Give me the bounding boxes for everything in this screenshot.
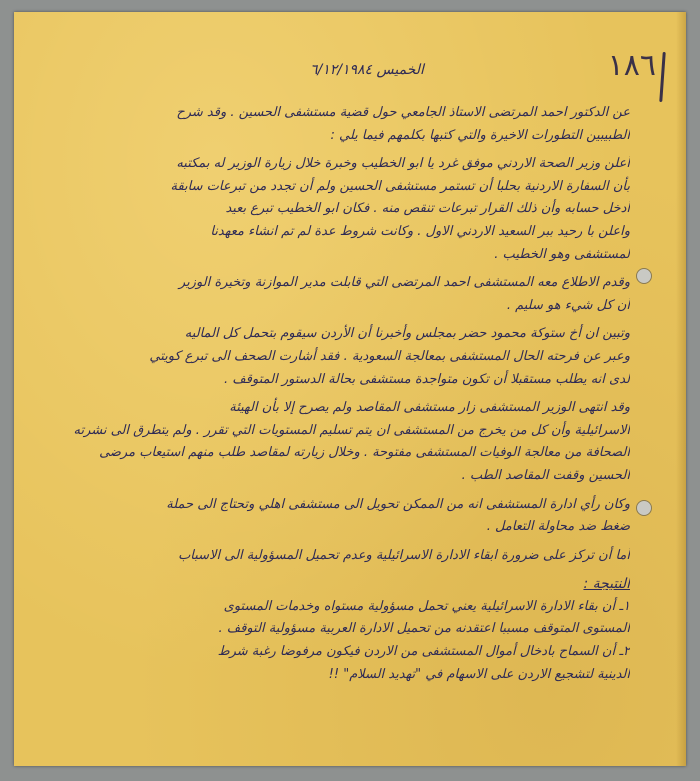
text-line: ضغط ضد محاولة التعامل .	[486, 519, 630, 535]
text-line: وقد انتهى الوزير المستشفى زار مستشفى المقاصد ولم يصرح إلا بأن الهيئة	[229, 400, 630, 416]
punch-hole-top	[636, 268, 652, 284]
text-line: لمستشفى وهو الخطيب .	[494, 246, 630, 262]
text-line: الدينية لتشجيع الاردن على الاسهام في "تهديد السلام" !!	[328, 666, 630, 682]
text-line: لدى انه يطلب مستقبلا أن تكون متواجدة مستشفى بحالة الدستور المتوقف .	[224, 371, 630, 387]
text-line: الطبيبين التطورات الاخيرة والتي كتبها بكلمهم فيما يلي :	[330, 127, 630, 143]
text-line: وتبين ان أخ ستوكة محمود حضر بمجلس وأخبرنا أن الأردن سيقوم بتحمل كل الماليه	[184, 326, 630, 342]
text-line: ١ـ أن بقاء الادارة الاسرائيلية يعني تحمل مسؤولية مستواه وخدمات المستوى	[223, 598, 630, 614]
text-line: الحسين وقفت المقاصد الطب .	[461, 467, 630, 483]
text-line: واعلن با رحيد ببر السعيد الاردني الاول . وكانت شروط عدة لم تم انشاء معهدنا	[210, 223, 630, 239]
text-line: وقدم الاطلاع معه المستشفى احمد المرتضى التي قابلت مدير الموازنة وتخيرة الوزير	[178, 275, 630, 291]
text-line: أما أن تركز على ضرورة ابقاء الادارة الاسرائيلية وعدم تحميل المسؤولية الى الاسباب	[178, 547, 630, 563]
text-line: أدخل حسابه وأن ذلك القرار تبرعات تنقص منه . فكان ابو الخطيب تبرع بعيد	[225, 201, 630, 217]
text-line: وكان رأي ادارة المستشفى انه من الممكن تحويل الى مستشفى اهلي وتحتاج الى حملة	[166, 496, 630, 512]
text-line: وعبر عن فرحته الحال المستشفى بمعالجة السعودية . فقد أشارت الصحف الى تبرع كويتي	[149, 348, 630, 364]
text-line: ٢ـ أن السماح بادخال أموال المستشفى من الاردن فيكون مرفوضا رغبة شرط	[217, 644, 630, 660]
section-heading: النتيجة :	[583, 576, 630, 593]
folio-stroke	[659, 52, 665, 102]
text-line: عن الدكتور احمد المرتضى الاستاذ الجامعي حول قضية مستشفى الحسين . وقد شرح	[176, 105, 630, 120]
handwritten-body	[40, 102, 630, 686]
text-line: الصحافة من معالجة الوفيات المستشفى مفتوحة . وخلال زيارته لمقاصد طلب منهم استيعاب مرضى	[99, 445, 630, 461]
text-line: المستوى المتوقف مسببا اعتقدنه من تحميل الادارة العربية مسؤولية التوقف .	[218, 621, 630, 637]
text-line: أن كل شيء هو سليم .	[506, 297, 630, 313]
text-line: الاسرائيلية وأن كل من يخرج من المستشفى ان يتم تسليم المستويات التي تقرر . ولم يتطرق الى نشرته	[73, 422, 630, 438]
page-edge	[676, 12, 686, 766]
document-date: الخميس ٦/١٢/١٩٨٤	[310, 62, 424, 78]
text-line: أعلن وزير الصحة الاردني موفق غرد يا ابو الخطيب وخبرة خلال زيارة الوزير له بمكتبه	[176, 156, 630, 172]
text-line: بأن السفارة الاردنية بحلبا أن تستمر مستشفى الحسين ولم أن تجدد من تبرعات سابقة	[170, 178, 630, 194]
folio-number: ١٨٦	[607, 48, 656, 83]
punch-hole-bottom	[636, 500, 652, 516]
